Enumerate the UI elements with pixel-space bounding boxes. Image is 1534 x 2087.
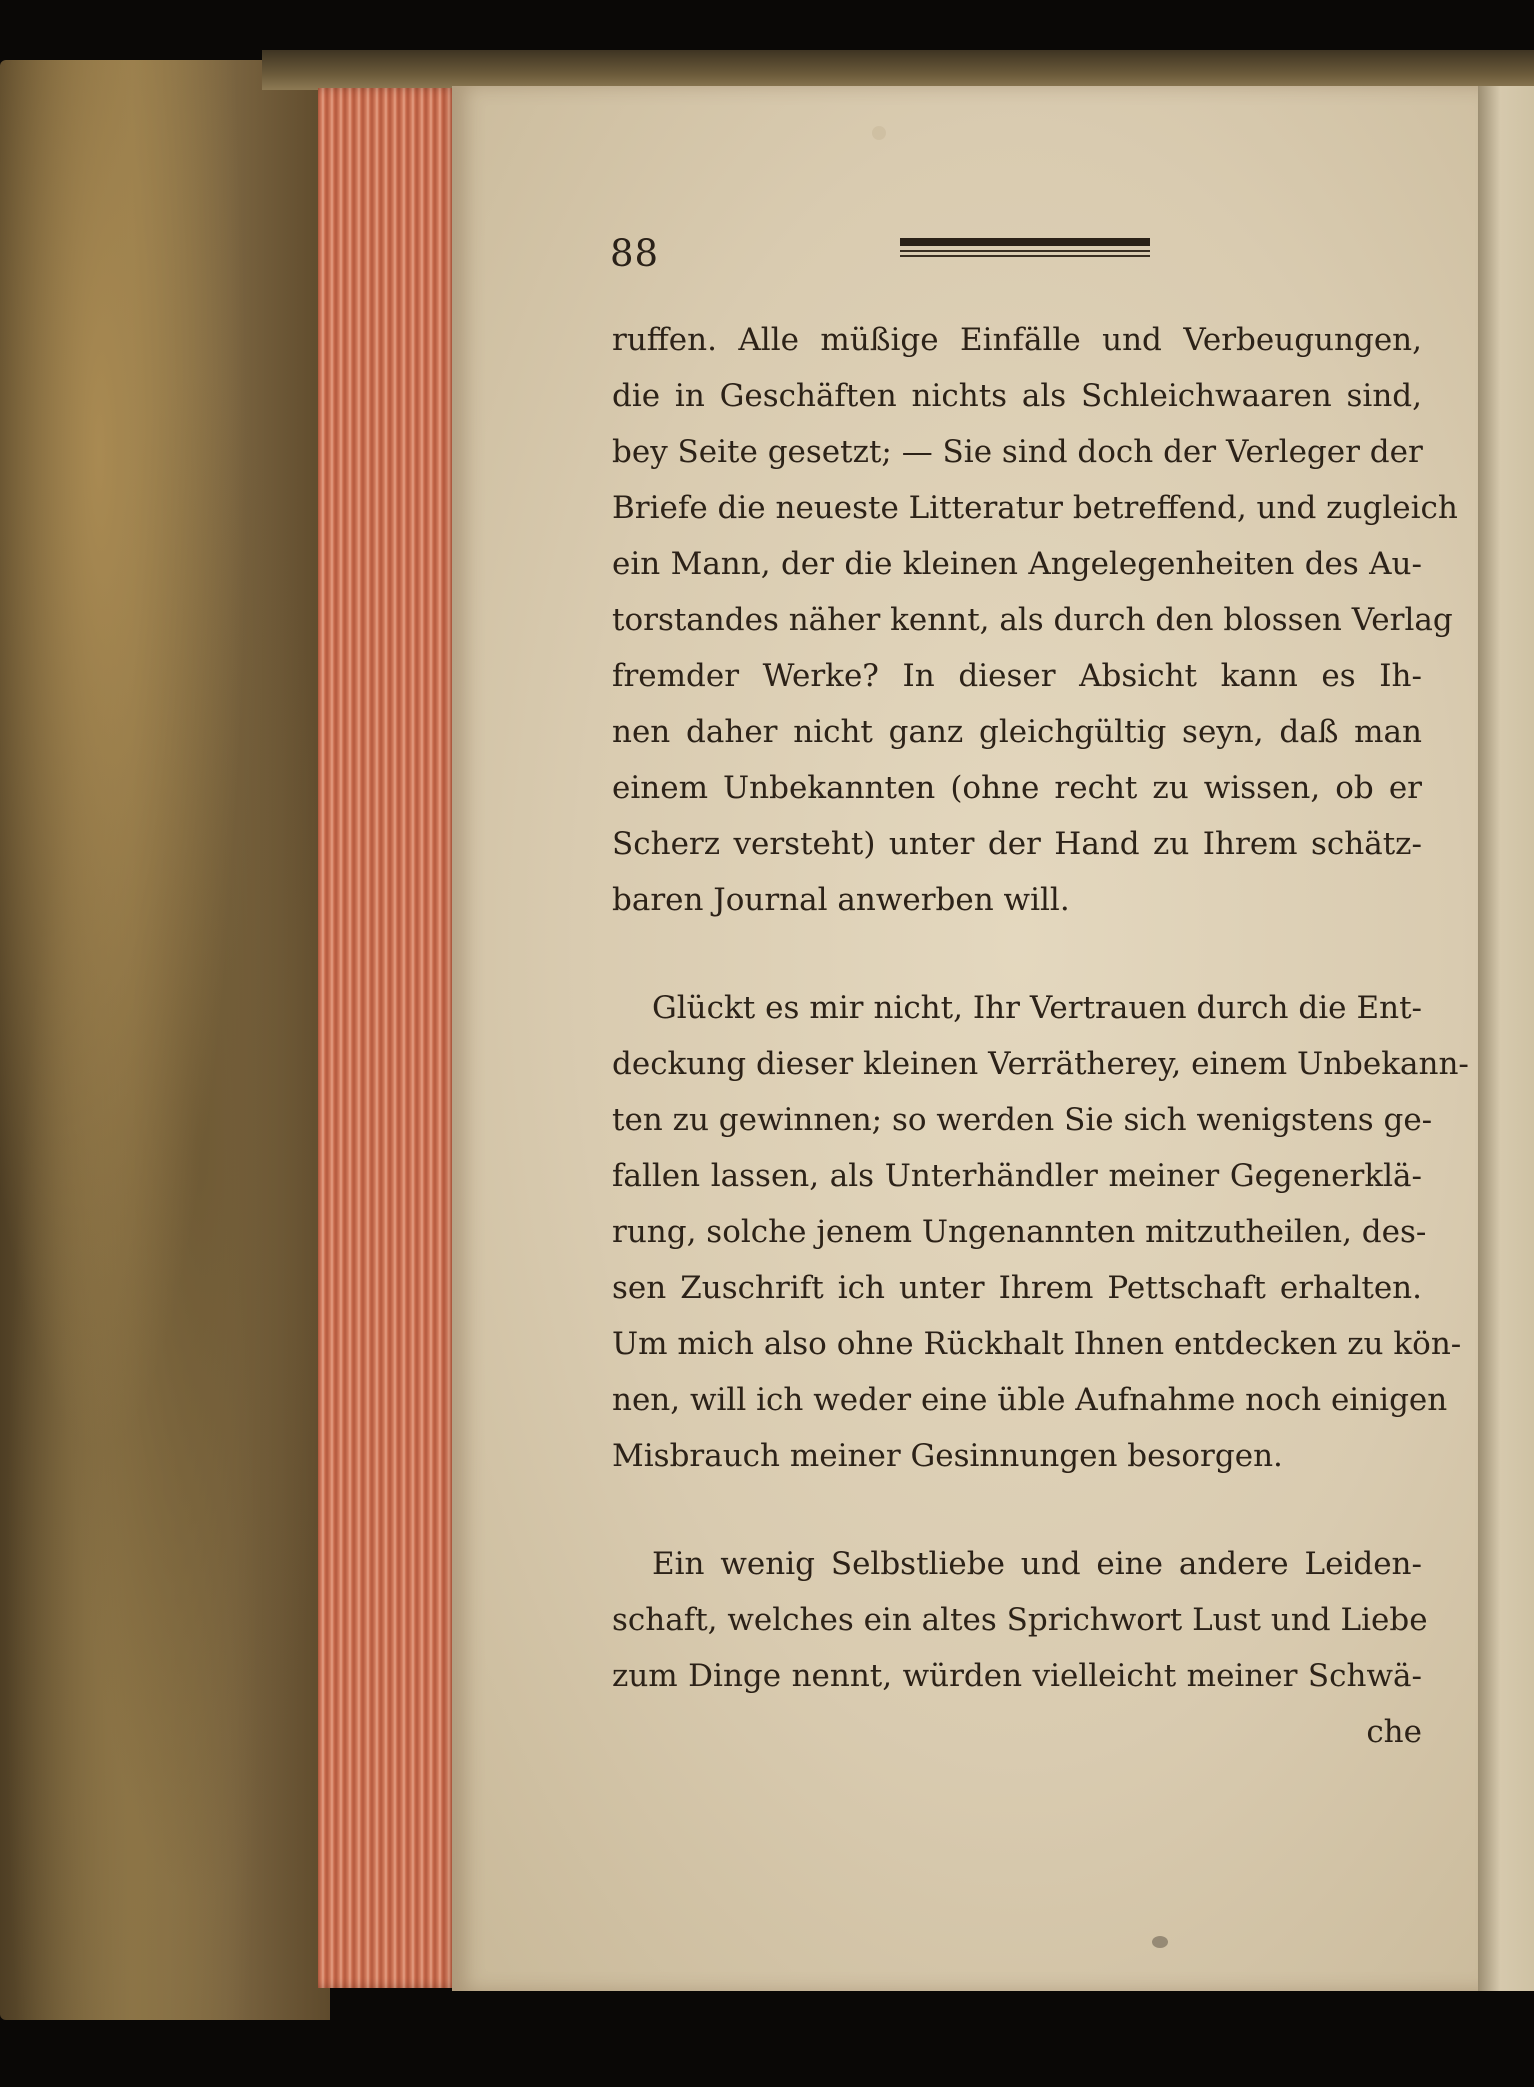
text-line: Misbrauch meiner Gesinnungen besorgen. (612, 1438, 1283, 1474)
page-header (610, 232, 1150, 275)
catchword: che (1366, 1714, 1422, 1750)
header-rule (900, 238, 1150, 260)
text-line: ein Mann, der die kleinen Angelegenheiten des Au- (612, 546, 1422, 582)
page-number: 88 (610, 232, 660, 275)
text-line: ten zu gewinnen; so werden Sie sich wenigstens ge- (612, 1102, 1433, 1138)
book-cover (0, 60, 330, 2020)
text-line: zum Dinge nennt, würden vielleicht meiner Schwä- (612, 1658, 1422, 1694)
book-top-edge (262, 50, 1534, 90)
text-line: sen Zuschrift ich unter Ihrem Pettschaft erhalten. (612, 1270, 1422, 1306)
text-line: fallen lassen, als Unterhändler meiner Gegenerklä- (612, 1158, 1422, 1194)
text-line: die in Geschäften nichts als Schleichwaaren sind, (612, 378, 1422, 414)
paragraph (612, 980, 1469, 1484)
text-line: torstandes näher kennt, als durch den blossen Verlag (612, 602, 1453, 638)
page-edges (318, 88, 458, 1988)
paper-spot (1152, 1936, 1168, 1948)
text-line: ruffen. Alle müßige Einfälle und Verbeugungen, (612, 322, 1422, 358)
text-line: nen daher nicht ganz gleichgültig seyn, daß man (612, 714, 1422, 750)
facing-page-edge (1478, 86, 1534, 1991)
text-line: baren Journal anwerben will. (612, 882, 1070, 918)
body-text (612, 312, 1469, 1760)
text-line: bey Seite gesetzt; — Sie sind doch der Verleger der (612, 434, 1423, 470)
text-line: Briefe die neueste Litteratur betreffend, und zugleich (612, 490, 1458, 526)
text-line: fremder Werke? In dieser Absicht kann es Ih- (612, 658, 1422, 694)
text-line: Ein wenig Selbstliebe und eine andere Leiden- (652, 1546, 1422, 1582)
text-line: nen, will ich weder eine üble Aufnahme noch einigen (612, 1382, 1448, 1418)
paragraph (612, 1536, 1428, 1704)
text-line: Scherz versteht) unter der Hand zu Ihrem schätz- (612, 826, 1422, 862)
text-line: Um mich also ohne Rückhalt Ihnen entdecken zu kön- (612, 1326, 1462, 1362)
paragraph (612, 312, 1458, 928)
text-line: einem Unbekannten (ohne recht zu wissen, ob er (612, 770, 1422, 806)
text-line: rung, solche jenem Ungenannten mitzutheilen, des- (612, 1214, 1427, 1250)
paper-spot (872, 126, 886, 140)
text-line: deckung dieser kleinen Verrätherey, einem Unbekann- (612, 1046, 1469, 1082)
text-line: schaft, welches ein altes Sprichwort Lust und Liebe (612, 1602, 1428, 1638)
text-line: Glückt es mir nicht, Ihr Vertrauen durch die Ent- (652, 990, 1422, 1026)
